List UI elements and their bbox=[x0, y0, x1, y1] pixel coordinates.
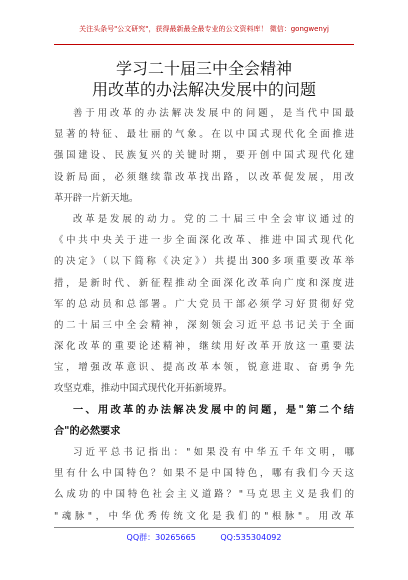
text-line: 宝，增强改革意识、提高改革本领，锐意进取、奋勇争先 bbox=[54, 362, 354, 374]
text-line: 措，是新时代、新征程推动全面深化改革向广度和深度进 bbox=[54, 277, 354, 289]
text-line: "魂脉"，中华优秀传统文化是我们的"根脉"。用改革 bbox=[54, 510, 354, 522]
text-line: 么成功的中国特色社会主义道路？"马克思主义是我们的 bbox=[54, 489, 354, 501]
page-footer bbox=[54, 532, 354, 543]
section-heading bbox=[54, 400, 354, 442]
paragraph-3 bbox=[54, 442, 354, 527]
text-line: 强国建设、民族复兴的关键时期，要开创中国式现代化建 bbox=[54, 150, 354, 162]
footer-qq-group: QQ群：30265665 bbox=[126, 533, 196, 542]
text-line: 的决定》（以下简称《决定》）共提出300多项重要改革举 bbox=[54, 256, 354, 268]
text-line: 里有什么中国特色？如果不是中国特色，哪有我们今天这 bbox=[54, 468, 354, 480]
document-title-line1: 学习二十届三中全会精神 bbox=[115, 59, 292, 78]
text-line: 深化改革的重要论述精神，继续用好改革开放这一重要法 bbox=[54, 341, 354, 353]
heading-line: 合"的必然要求 bbox=[54, 425, 121, 437]
text-line: 军的总动员和总部署。广大党员干部必须学习好贯彻好党 bbox=[54, 298, 354, 310]
document-title-line2: 用改革的办法解决发展中的问题 bbox=[91, 80, 316, 99]
text-line: 革开辟一片新天地。 bbox=[54, 192, 139, 204]
text-line: 习近平总书记指出："如果没有中华五千年文明，哪 bbox=[73, 447, 354, 458]
footer-qq: QQ:535304092 bbox=[220, 533, 282, 542]
text-line: 《中共中央关于进一步全面深化改革、推进中国式现代化 bbox=[54, 235, 354, 247]
text-line: 善于用改革的办法解决发展中的问题，是当代中国最 bbox=[73, 108, 354, 119]
text-line: 显著的特征、最壮丽的气象。在以中国式现代化全面推进 bbox=[54, 129, 354, 141]
heading-line: 一、用改革的办法解决发展中的问题，是"第二个结 bbox=[73, 404, 354, 416]
text-line: 的二十届三中全会精神，深刻领会习近平总书记关于全面 bbox=[54, 319, 354, 331]
text-line: 攻坚克难，推动中国式现代化开拓新境界。 bbox=[54, 383, 233, 395]
page-header: 关注头条号"公文研究"，获得最新最全最专业的公文资料库！ 微信：gongwenyj bbox=[79, 25, 329, 33]
paragraph-1 bbox=[54, 103, 354, 209]
footer-divider bbox=[54, 527, 354, 528]
paragraph-2 bbox=[54, 209, 354, 400]
document-body bbox=[54, 103, 354, 527]
header-divider bbox=[54, 44, 354, 45]
text-line: 设新局面，必须继续靠改革找出路，以改革促发展，用改 bbox=[54, 171, 354, 183]
text-line: 改革是发展的动力。党的二十届三中全会审议通过的 bbox=[73, 213, 354, 225]
